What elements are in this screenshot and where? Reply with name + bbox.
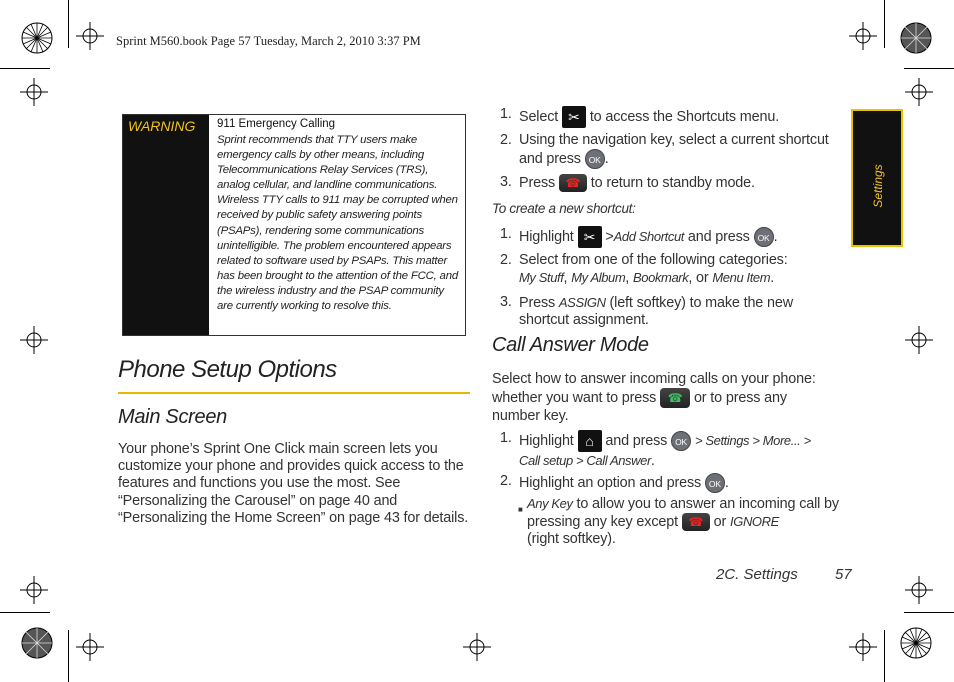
- crop-line: [904, 612, 954, 613]
- crop-line: [68, 0, 69, 48]
- crosshair-mark-right-lower: [905, 576, 933, 609]
- crosshair-mark-left-upper: [20, 78, 48, 111]
- warning-body: Sprint recommends that TTY users make emergency calls by other means, including Telecommunications Relay Services (TRS), analog cellular, and landline communications. Wireless TTY calls to 911 may be corrupted when received by public safety answering points (PSAPs), rendering some communications unintelligible. The problem encountered appears related to software used by PSAPs. This matter has been brought to the attention of the FCC, and the wireless industry and the PSAP community are currently working to resolve this.: [217, 134, 458, 313]
- step-number: 3.: [500, 294, 512, 310]
- ok-key-icon: OK: [705, 473, 725, 493]
- crosshair-mark-top-center-left: [76, 22, 104, 55]
- end-key-icon: ☎: [559, 174, 587, 192]
- registration-mark-top-right: [900, 22, 932, 59]
- step-text: Highlight ✂ >Add Shortcut and press OK .: [519, 226, 844, 248]
- crop-line: [904, 68, 954, 69]
- title-rule: [118, 392, 470, 394]
- crop-line: [884, 0, 885, 48]
- ok-key-icon: OK: [754, 227, 774, 247]
- new-shortcut-heading: To create a new shortcut:: [492, 201, 636, 216]
- bullet-icon: ■: [518, 505, 523, 514]
- step-number: 2.: [500, 252, 512, 268]
- step-number: 1.: [500, 106, 512, 122]
- ok-key-icon: OK: [585, 149, 605, 169]
- call-answer-intro: Select how to answer incoming calls on your phone: whether you want to press ☎ or to press any number key.: [492, 371, 816, 425]
- crosshair-mark-right-upper: [905, 78, 933, 111]
- registration-mark-top-left: [21, 22, 53, 59]
- print-header: Sprint M560.book Page 57 Tuesday, March 2, 2010 3:37 PM: [116, 34, 421, 48]
- step-text: Press ☎ to return to standby mode.: [519, 174, 755, 191]
- step-text: Highlight an option and press OK .: [519, 473, 844, 493]
- warning-label-cell: [123, 115, 209, 335]
- page-title: Phone Setup Options: [118, 356, 337, 383]
- page-number: 57: [835, 566, 852, 583]
- send-key-icon: ☎: [660, 388, 690, 408]
- step-number: 1.: [500, 226, 512, 242]
- softkey-label: ASSIGN: [558, 295, 606, 310]
- step-text: Select from one of the following categories: My Stuff, My Album, Bookmark, or Menu Item.: [519, 252, 788, 287]
- scissors-icon: ✂: [562, 106, 586, 128]
- section-heading-main-screen: Main Screen: [118, 406, 227, 428]
- ok-key-icon: OK: [671, 431, 691, 451]
- end-key-icon: ☎: [682, 513, 710, 531]
- step-text: Highlight ⌂ and press OK > Settings > More... > Call setup > Call Answer.: [519, 430, 844, 470]
- registration-mark-bottom-left: [21, 627, 53, 664]
- step-number: 2.: [500, 132, 512, 148]
- step-number: 3.: [500, 174, 512, 190]
- warning-title: 911 Emergency Calling: [217, 118, 336, 130]
- scissors-icon: ✂: [578, 226, 602, 248]
- warning-label: WARNING: [128, 118, 196, 134]
- crop-line: [884, 630, 885, 682]
- crosshair-mark-bottom-right: [849, 633, 877, 666]
- crop-line: [0, 68, 50, 69]
- main-screen-paragraph: Your phone’s Sprint One Click main screen lets you customize your phone and provides quick access to the features and functions you use the most. See “Personalizing the Carousel” on page 40 and “Personalizing the Home Screen” on page 43 for details.: [118, 441, 469, 526]
- section-heading-call-answer: Call Answer Mode: [492, 334, 649, 356]
- warning-box: [122, 114, 466, 336]
- crop-line: [0, 612, 50, 613]
- registration-mark-bottom-right: [900, 627, 932, 664]
- step-text: Select ✂ to access the Shortcuts menu.: [519, 106, 844, 128]
- side-tab-label: Settings: [871, 164, 885, 208]
- crosshair-mark-right-middle: [905, 326, 933, 359]
- step-number: 1.: [500, 430, 512, 446]
- step-number: 2.: [500, 473, 512, 489]
- crop-line: [68, 630, 69, 682]
- crosshair-mark-bottom-center: [463, 633, 491, 666]
- crosshair-mark-left-middle: [20, 326, 48, 359]
- section-side-tab: [851, 109, 903, 247]
- step-text: Press ASSIGN (left softkey) to make the new shortcut assignment.: [519, 295, 793, 329]
- crosshair-mark-bottom-left: [76, 633, 104, 666]
- footer-section: 2C. Settings: [716, 566, 798, 583]
- step-text: Using the navigation key, select a current shortcut and press OK .: [519, 132, 844, 169]
- option-any-key: Any Key to allow you to answer an incoming call by pressing any key except ☎ or IGNORE (right softkey).: [527, 496, 839, 548]
- crosshair-mark-left-lower: [20, 576, 48, 609]
- crosshair-mark-top-center-right: [849, 22, 877, 55]
- home-icon: ⌂: [578, 430, 602, 452]
